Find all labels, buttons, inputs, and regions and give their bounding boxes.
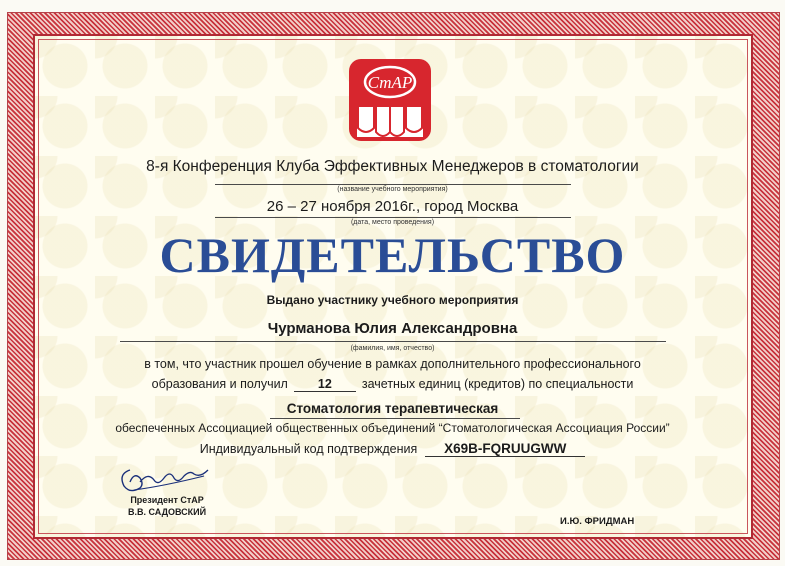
- president-signature-block: [128, 494, 206, 518]
- statement-line-2-after: зачетных единиц (кредитов) по специальности: [361, 377, 634, 391]
- statement-line-2: [0, 377, 785, 392]
- statement-line-1: в том, что участник прошел обучение в рамках дополнительного профессионального: [144, 357, 641, 371]
- star-association-logo-icon: [348, 58, 432, 142]
- association-line: обеспеченных Ассоциацией общественных объединений “Стоматологическая Ассоциация России”: [115, 421, 670, 435]
- participant-name-rule: [120, 341, 666, 342]
- confirmation-code-row: [0, 441, 785, 457]
- confirmation-code-label: Индивидуальный код подтверждения: [199, 442, 418, 456]
- participant-name-hint: (фамилия, имя, отчество): [350, 345, 435, 352]
- certificate-heading: СВИДЕТЕЛЬСТВО: [159, 227, 626, 283]
- event-date-hint: (дата, место проведения): [350, 219, 435, 226]
- second-signatory-name: И.Ю. ФРИДМАН: [560, 516, 635, 527]
- event-date-place: 26 – 27 ноября 2016г., город Москва: [266, 198, 519, 215]
- specialty-name: Стоматология терапевтическая: [286, 401, 499, 416]
- confirmation-code: X69B-FQRUUGWW: [425, 441, 585, 457]
- specialty-rule: [270, 418, 520, 419]
- issued-to-label: Выдано участнику учебного мероприятия: [266, 293, 519, 307]
- event-date-rule: [215, 217, 571, 218]
- participant-name: Чурманова Юлия Александровна: [267, 320, 518, 337]
- president-name: В.В. САДОВСКИЙ: [128, 507, 207, 517]
- credits-value: 12: [294, 377, 356, 392]
- event-title-hint: (название учебного мероприятия): [337, 186, 448, 193]
- event-title-rule: [215, 184, 571, 185]
- president-title: Президент СтАР: [130, 495, 204, 505]
- logo-text: СтАР: [367, 73, 413, 92]
- event-title: 8-я Конференция Клуба Эффективных Менеджеров в стоматологии: [146, 158, 639, 175]
- statement-line-2-before: образования и получил: [151, 377, 288, 391]
